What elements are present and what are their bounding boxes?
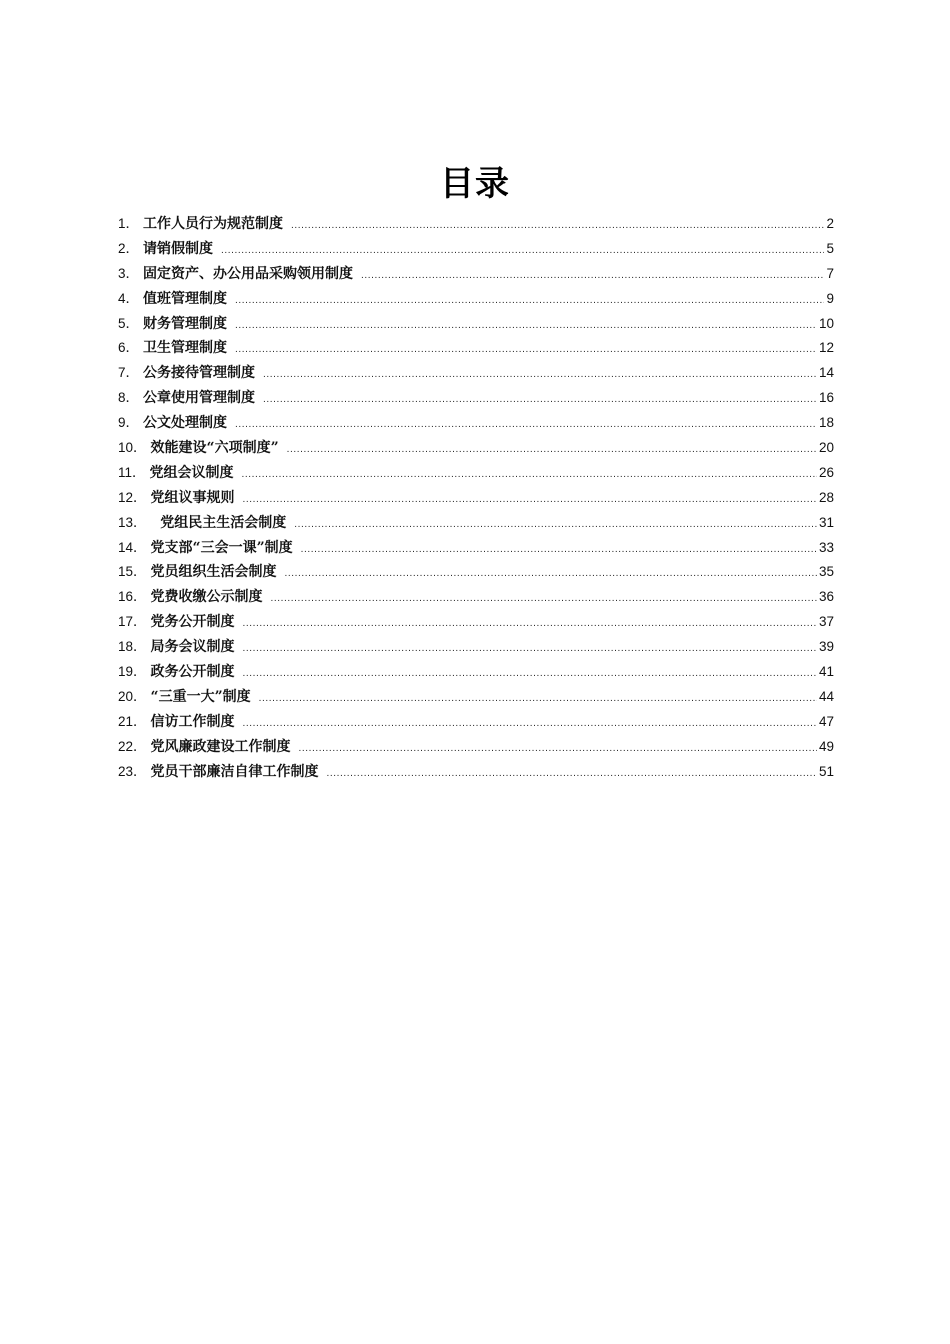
toc-entry-title: 工作人员行为规范制度: [143, 216, 284, 232]
toc-entry-title: 请销假制度: [143, 240, 214, 257]
toc-entry-number: 13．: [118, 514, 147, 530]
toc-entry-page-number: 33: [818, 539, 834, 555]
toc-entry[interactable]: [118, 237, 834, 262]
toc-entry[interactable]: [118, 610, 834, 635]
toc-dot-leader: [235, 289, 824, 314]
toc-entry-number: 9．: [118, 415, 140, 431]
toc-entry[interactable]: [118, 685, 834, 710]
toc-entry-page-number: 36: [818, 589, 834, 605]
toc-entry-title: “三重一大”制度: [150, 688, 251, 705]
toc-entry-page-number: 5: [826, 240, 834, 256]
toc-entry-number: 8．: [118, 390, 140, 406]
toc-entry-title: 信访工作制度: [150, 713, 235, 730]
toc-entry[interactable]: [118, 361, 834, 386]
toc-dot-leader: [221, 239, 824, 264]
toc-entry[interactable]: [118, 386, 834, 411]
toc-dot-leader: [291, 214, 824, 239]
toc-entry-page-number: 35: [818, 564, 834, 580]
toc-entry-title: 党风廉政建设工作制度: [150, 738, 291, 755]
toc-dot-leader: [285, 562, 817, 587]
toc-dot-leader: [243, 662, 817, 687]
toc-entry-page-number: 44: [818, 688, 834, 704]
toc-dot-leader: [361, 264, 824, 289]
toc-entry-number: 15．: [118, 564, 147, 580]
toc-entry[interactable]: [118, 536, 834, 561]
toc-entry-title: 党组议事规则: [150, 489, 235, 506]
toc-entry[interactable]: [118, 735, 834, 760]
toc-entry-number: 19．: [118, 664, 147, 680]
toc-entry-title: 公章使用管理制度: [143, 390, 256, 407]
toc-entry-number: 3．: [118, 265, 140, 281]
toc-entry[interactable]: [118, 560, 834, 585]
toc-entry[interactable]: [118, 660, 834, 685]
toc-entry-title: 党员组织生活会制度: [150, 564, 277, 581]
toc-entry-number: 6．: [118, 340, 140, 356]
toc-dot-leader: [294, 513, 817, 538]
table-of-contents: [118, 212, 834, 784]
toc-entry[interactable]: [118, 635, 834, 660]
toc-dot-leader: [263, 388, 817, 413]
toc-entry-title: 固定资产、办公用品采购领用制度: [143, 265, 354, 282]
toc-entry-number: 4．: [118, 290, 140, 306]
toc-entry-number: 21．: [118, 713, 147, 729]
toc-entry-title: 卫生管理制度: [143, 340, 228, 357]
toc-entry-page-number: 18: [818, 415, 834, 431]
toc-entry-page-number: 2: [826, 216, 834, 231]
toc-entry-title: 公文处理制度: [143, 415, 228, 432]
toc-entry[interactable]: [118, 262, 834, 287]
toc-dot-leader: [243, 712, 817, 737]
toc-entry-title: 党员干部廉洁自律工作制度: [150, 763, 319, 780]
toc-dot-leader: [243, 612, 817, 637]
toc-dot-leader: [235, 314, 817, 339]
toc-entry-number: 17．: [118, 614, 147, 630]
toc-entry-page-number: 26: [818, 464, 834, 480]
toc-entry-page-number: 41: [818, 664, 834, 680]
toc-entry-title: 局务会议制度: [150, 639, 235, 656]
toc-entry[interactable]: [118, 760, 834, 785]
toc-entry-page-number: 37: [818, 614, 834, 630]
toc-entry-number: 23．: [118, 763, 147, 779]
toc-dot-leader: [301, 538, 817, 563]
toc-entry-number: 2．: [118, 240, 140, 256]
toc-dot-leader: [243, 488, 817, 513]
toc-entry-number: 18．: [118, 639, 147, 655]
toc-entry-page-number: 49: [818, 738, 834, 754]
toc-entry-title: 党支部“三会一课”制度: [150, 539, 293, 556]
toc-dot-leader: [271, 587, 817, 612]
toc-entry[interactable]: [118, 710, 834, 735]
toc-entry-page-number: 14: [818, 365, 834, 381]
toc-entry-page-number: 12: [818, 340, 834, 356]
toc-entry[interactable]: [118, 336, 834, 361]
toc-dot-leader: [299, 737, 817, 762]
toc-entry-page-number: 47: [818, 713, 834, 729]
toc-entry-page-number: 20: [818, 440, 834, 456]
toc-entry-number: 7．: [118, 365, 140, 381]
toc-entry-number: 10．: [118, 440, 147, 456]
toc-entry[interactable]: [118, 312, 834, 337]
toc-entry-number: 1．: [118, 216, 140, 231]
toc-entry-title: 公务接待管理制度: [143, 365, 256, 382]
toc-dot-leader: [243, 637, 817, 662]
toc-entry-page-number: 51: [818, 763, 834, 779]
toc-entry[interactable]: [118, 461, 834, 486]
toc-dot-leader: [263, 363, 817, 388]
toc-entry-title: 政务公开制度: [150, 664, 235, 681]
toc-entry[interactable]: [118, 486, 834, 511]
toc-entry-title: 党务公开制度: [150, 614, 235, 631]
toc-dot-leader: [287, 438, 817, 463]
toc-entry-number: 14．: [118, 539, 147, 555]
toc-entry[interactable]: [118, 411, 834, 436]
toc-entry-number: 11．: [118, 464, 146, 480]
toc-entry-number: 16．: [118, 589, 147, 605]
toc-entry-title: 党费收缴公示制度: [150, 589, 263, 606]
toc-entry[interactable]: [118, 436, 834, 461]
toc-dot-leader: [327, 762, 817, 787]
toc-entry-title: 值班管理制度: [143, 290, 228, 307]
toc-entry-title: 财务管理制度: [143, 315, 228, 332]
toc-entry-number: 12．: [118, 489, 147, 505]
toc-entry-page-number: 28: [818, 489, 834, 505]
toc-entry[interactable]: [118, 287, 834, 312]
toc-entry-number: 5．: [118, 315, 140, 331]
toc-entry[interactable]: [118, 511, 834, 536]
toc-entry-page-number: 10: [818, 315, 834, 331]
toc-entry-page-number: 31: [818, 514, 834, 530]
toc-entry[interactable]: [118, 212, 834, 237]
toc-entry-number: 20．: [118, 688, 147, 704]
toc-entry-title: 党组民主生活会制度: [150, 514, 287, 531]
toc-entry[interactable]: [118, 585, 834, 610]
toc-dot-leader: [259, 687, 817, 712]
page-title: 目录: [440, 164, 510, 204]
toc-entry-page-number: 16: [818, 390, 834, 406]
toc-dot-leader: [235, 338, 817, 363]
toc-entry-page-number: 39: [818, 639, 834, 655]
toc-entry-page-number: 9: [826, 290, 834, 306]
toc-dot-leader: [242, 463, 817, 488]
toc-entry-title: 效能建设“六项制度”: [150, 440, 279, 457]
toc-entry-page-number: 7: [826, 265, 834, 281]
toc-entry-title: 党组会议制度: [149, 464, 234, 481]
toc-entry-number: 22．: [118, 738, 147, 754]
toc-dot-leader: [235, 413, 817, 438]
